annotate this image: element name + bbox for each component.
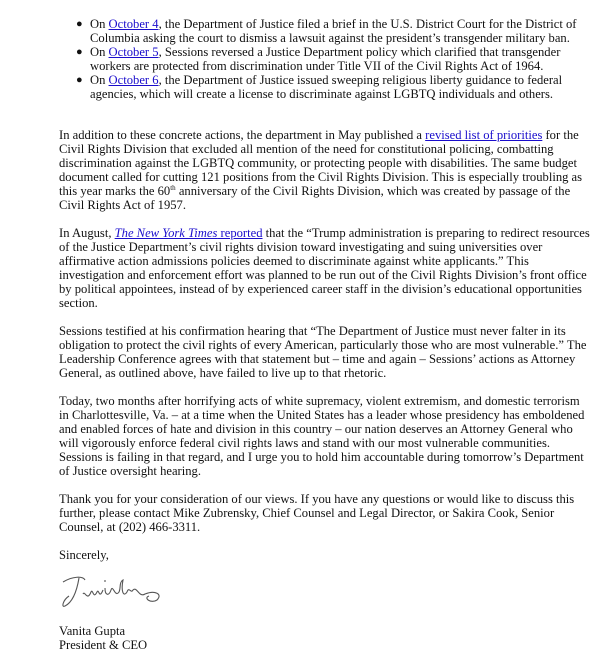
signer-title: President & CEO <box>59 638 148 652</box>
signature-image <box>59 568 169 616</box>
bullet-icon: ● <box>76 46 83 58</box>
list-item: ● On October 5, Sessions reversed a Justice Department policy which clarified that transgender workers are protected from discrimination under Title VII of the Civil Rights Act of 1964. <box>76 45 561 73</box>
october-4-link[interactable]: October 4 <box>108 17 159 31</box>
bullet-icon: ● <box>76 18 83 30</box>
closing: Sincerely, <box>59 548 109 562</box>
october-6-link[interactable]: October 6 <box>108 73 159 87</box>
signature <box>59 568 599 616</box>
paragraph-sessions: Sessions testified at his confirmation hearing that “The Department of Justice must never falter in its obligation to protect the civil rights of every American, particularly those who are most vulnerable.” The Leadership Conference agrees with that statement but – time and again – Sessions’ actions as Attorney General, as outlined above, have failed to live up to that rhetoric. <box>59 324 587 380</box>
paragraph-nyt: In August, The New York Times reported that the “Trump administration is preparing to redirect resources of the Justice Department’s civil rights division toward investigating and suing universities over affirmative action admissions policies deemed to discriminate against white applicants.” This investigation and enforcement effort was planned to be run out of the Civil Rights Division’s front office by political appointees, instead of by experienced career staff in the division’s educational opportunities section. <box>59 226 590 310</box>
paragraph-thanks: Thank you for your consideration of our views. If you have any questions or would like to discuss this further, please contact Mike Zubrensky, Chief Counsel and Legal Director, or Sakira Cook, Senior Counsel, at (202) 466-3311. <box>59 492 575 534</box>
revised-priorities-link[interactable]: revised list of priorities <box>425 128 543 142</box>
bullet-icon: ● <box>76 74 83 86</box>
list-item: ● On October 4, the Department of Justice filed a brief in the U.S. District Court for the District of Columbia asking the court to dismiss a lawsuit against the president’s transgender military ban. <box>76 17 577 45</box>
paragraph-today: Today, two months after horrifying acts of white supremacy, violent extremism, and domestic terrorism in Charlottesville, Va. – at a time when the United States has a leader whose presidency has emboldened and enabled forces of hate and division in this country – our nation deserves an Attorney General who will vigorously enforce federal civil rights laws and stand with our most vulnerable communities. Sessions is failing in that regard, and I urge you to hold him accountable during tomorrow’s Department of Justice oversight hearing. <box>59 394 585 478</box>
list-item: ● On October 6, the Department of Justice issued sweeping religious liberty guidance to federal agencies, which will create a license to discriminate against LGBTQ individuals and others. <box>76 73 563 101</box>
signer-name: Vanita Gupta <box>59 624 126 638</box>
action-list <box>59 17 599 101</box>
paragraph-priorities: In addition to these concrete actions, the department in May published a revised list of priorities for the Civil Rights Division that excluded all mention of the need for constitutional policing, combatting discrimination against the LGBTQ community, or protecting people with disabilities. The same budget document called for cutting 121 positions from the Civil Rights Division. This is especially troubling as this year marks the 60th anniversary of the Civil Rights Division, which was created by passage of the Civil Rights Act of 1957. <box>59 128 583 212</box>
letter-page <box>59 17 599 652</box>
october-5-link[interactable]: October 5 <box>108 45 159 59</box>
nyt-report-link[interactable]: The New York Times reported <box>114 226 263 240</box>
